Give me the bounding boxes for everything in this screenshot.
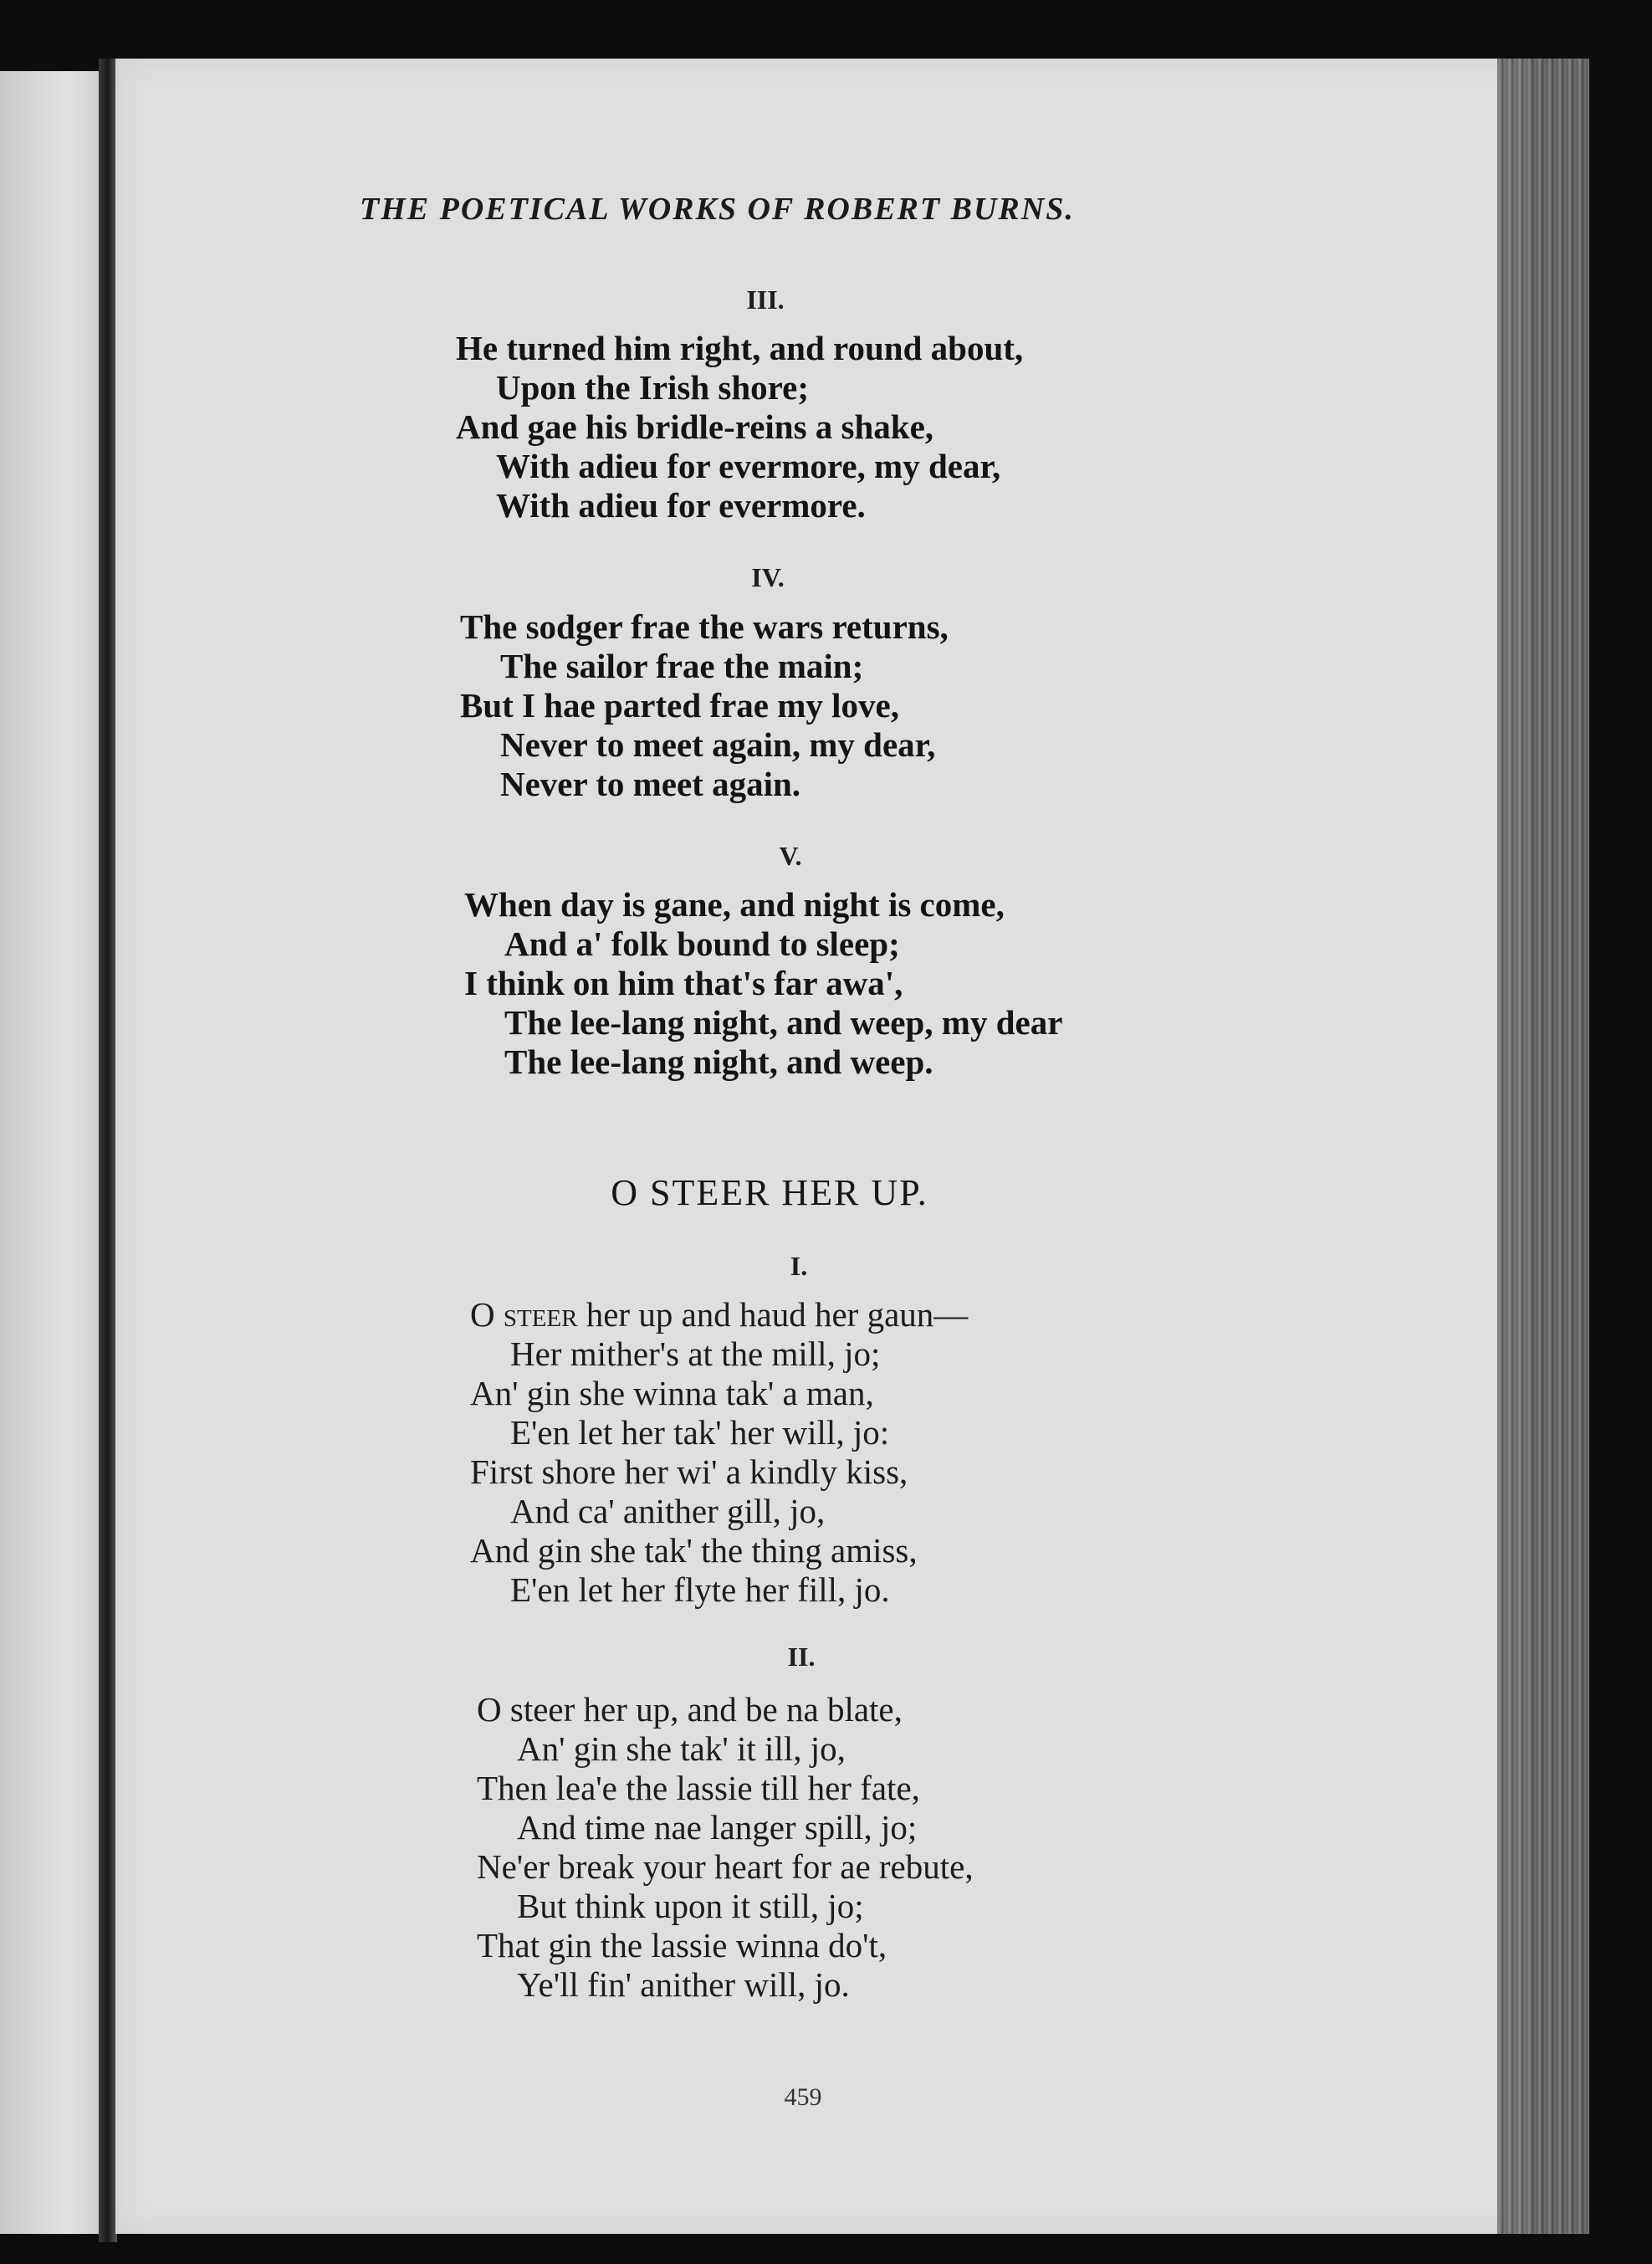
- stanza-number: III.: [746, 284, 785, 315]
- stanza-number: I.: [790, 1251, 808, 1281]
- verse-line: And gae his bridle-reins a shake,: [456, 407, 934, 446]
- verse-line: But I hae parted frae my love,: [460, 686, 899, 725]
- verse-line: When day is gane, and night is come,: [464, 885, 1005, 924]
- verse-line: The sailor frae the main;: [500, 647, 864, 685]
- verse-line: [470, 1295, 968, 1334]
- verse-line: The lee-lang night, and weep.: [504, 1042, 933, 1081]
- stanza: [464, 885, 1062, 1082]
- verse-line: And ca' anither gill, jo,: [510, 1492, 826, 1530]
- poem-title: O STEER HER UP.: [611, 1172, 928, 1213]
- stanza: [460, 607, 949, 804]
- verse-small-caps: steer: [503, 1295, 578, 1334]
- verse-line: An' gin she tak' it ill, jo,: [517, 1729, 846, 1768]
- verse-line: Ne'er break your heart for ae rebute,: [477, 1847, 974, 1886]
- page-number: 459: [784, 2083, 822, 2111]
- verse-line: E'en let her flyte her fill, jo.: [510, 1570, 890, 1609]
- verse-line: Ye'll fin' anither will, jo.: [517, 1965, 850, 2004]
- verse-line: Never to meet again.: [500, 765, 801, 803]
- verse-line: With adieu for evermore.: [496, 486, 866, 525]
- book-spine: [99, 59, 117, 2242]
- verse-line: With adieu for evermore, my dear,: [496, 447, 1001, 485]
- verse-line: Upon the Irish shore;: [496, 368, 809, 407]
- verse-line: The lee-lang night, and weep, my dear: [504, 1003, 1063, 1042]
- verse-line: That gin the lassie winna do't,: [477, 1926, 887, 1964]
- left-page-edge: [0, 71, 99, 2234]
- verse-line: Never to meet again, my dear,: [500, 725, 936, 764]
- running-header: THE POETICAL WORKS OF ROBERT BURNS.: [360, 192, 1075, 227]
- verse-line: Then lea'e the lassie till her fate,: [477, 1769, 920, 1807]
- stanza-number: V.: [779, 841, 802, 871]
- page-stack-edge: [1497, 59, 1589, 2234]
- verse-line: And time nae langer spill, jo;: [517, 1808, 918, 1847]
- stanza-number: II.: [787, 1642, 816, 1672]
- verse-line: And gin she tak' the thing amiss,: [470, 1531, 918, 1570]
- verse-line: I think on him that's far awa',: [464, 964, 903, 1002]
- verse-line: And a' folk bound to sleep;: [504, 925, 900, 963]
- verse-line: An' gin she winna tak' a man,: [470, 1374, 874, 1412]
- verse-line: O steer her up, and be na blate,: [477, 1690, 903, 1729]
- verse-line: E'en let her tak' her will, jo:: [510, 1413, 890, 1452]
- verse-line: First shore her wi' a kindly kiss,: [470, 1452, 908, 1491]
- stanza-number: IV.: [751, 562, 785, 592]
- stanza: [470, 1295, 968, 1610]
- verse-initial: O: [470, 1295, 504, 1334]
- stanza: [477, 1690, 974, 2005]
- verse-line: Her mither's at the mill, jo;: [510, 1334, 881, 1373]
- verse-line-rest: her up and haud her gaun—: [577, 1295, 969, 1334]
- verse-line: But think upon it still, jo;: [517, 1887, 864, 1925]
- verse-line: The sodger frae the wars returns,: [460, 607, 949, 646]
- stanza: [456, 329, 1023, 525]
- verse-line: He turned him right, and round about,: [456, 329, 1024, 367]
